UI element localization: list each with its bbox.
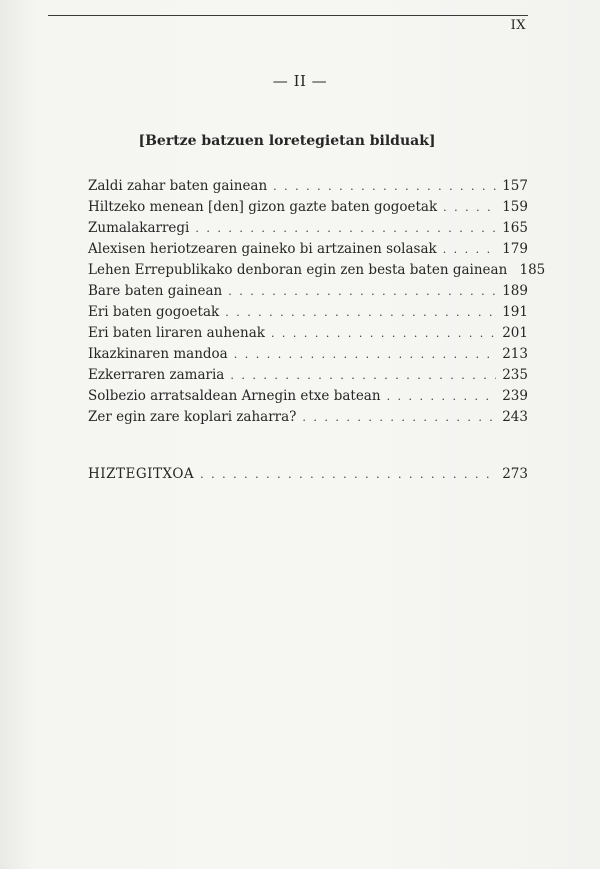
glossary-entry[interactable] [88, 464, 528, 485]
dot-leader [302, 407, 496, 428]
glossary-page: 273 [502, 466, 528, 482]
toc-entry[interactable] [88, 365, 528, 386]
toc-entry[interactable] [88, 302, 528, 323]
dot-leader [273, 176, 496, 197]
toc-entry[interactable] [88, 197, 528, 218]
toc-entry[interactable] [88, 260, 546, 281]
dot-leader [195, 218, 496, 239]
dot-leader [443, 197, 496, 218]
toc-entry-title: Lehen Errepublikako denboran egin zen besta baten gainean [88, 262, 508, 278]
page-number: IX [510, 18, 526, 33]
toc-entry[interactable] [88, 239, 528, 260]
toc-entry[interactable] [88, 323, 528, 344]
toc-entry-page: 239 [502, 388, 528, 404]
toc-entry-title: Solbezio arratsaldean Arnegin etxe batean [88, 388, 381, 404]
toc-entry-page: 157 [502, 178, 528, 194]
glossary-title: HIZTEGITXOA [88, 466, 195, 482]
toc-entry[interactable] [88, 218, 528, 239]
toc-entry-page: 165 [502, 220, 528, 236]
dot-leader [234, 344, 496, 365]
header-rule [48, 15, 528, 16]
toc-entry[interactable] [88, 281, 528, 302]
table-of-contents [88, 176, 546, 428]
toc-entry-page: 235 [502, 367, 528, 383]
toc-entry[interactable] [88, 344, 528, 365]
dot-leader [225, 302, 496, 323]
toc-entry-title: Eri baten liraren auhenak [88, 325, 265, 341]
section-heading: [Bertze batzuen loretegietan bilduak] [138, 133, 436, 149]
toc-entry-title: Ezkerraren zamaria [88, 367, 225, 383]
toc-entry-page: 243 [502, 409, 528, 425]
toc-entry[interactable] [88, 407, 528, 428]
dot-leader [443, 239, 496, 260]
toc-entry-title: Zer egin zare koplari zaharra? [88, 409, 297, 425]
dot-leader [271, 323, 496, 344]
toc-entry-page: 179 [502, 241, 528, 257]
toc-entry[interactable] [88, 386, 528, 407]
toc-entry-title: Hiltzeko menean [den] gizon gazte baten gogoetak [88, 199, 438, 215]
toc-entry-page: 159 [502, 199, 528, 215]
dot-leader [200, 464, 496, 485]
toc-entry-title: Eri baten gogoetak [88, 304, 220, 320]
toc-entry-page: 201 [502, 325, 528, 341]
toc-entry-title: Zumalakarregi [88, 220, 190, 236]
toc-entry-title: Ikazkinaren mandoa [88, 346, 228, 362]
dot-leader [228, 281, 496, 302]
toc-entry-page: 185 [519, 262, 546, 278]
dot-leader [387, 386, 496, 407]
toc-entry-title: Zaldi zahar baten gainean [88, 178, 268, 194]
toc-entry-page: 189 [502, 283, 528, 299]
toc-entry-page: 213 [502, 346, 528, 362]
toc-entry-title: Alexisen heriotzearen gaineko bi artzainen solasak [88, 241, 437, 257]
dot-leader [230, 365, 496, 386]
part-heading: — II — [272, 72, 328, 90]
toc-entry[interactable] [88, 176, 528, 197]
toc-entry-title: Bare baten gainean [88, 283, 223, 299]
toc-entry-page: 191 [502, 304, 528, 320]
